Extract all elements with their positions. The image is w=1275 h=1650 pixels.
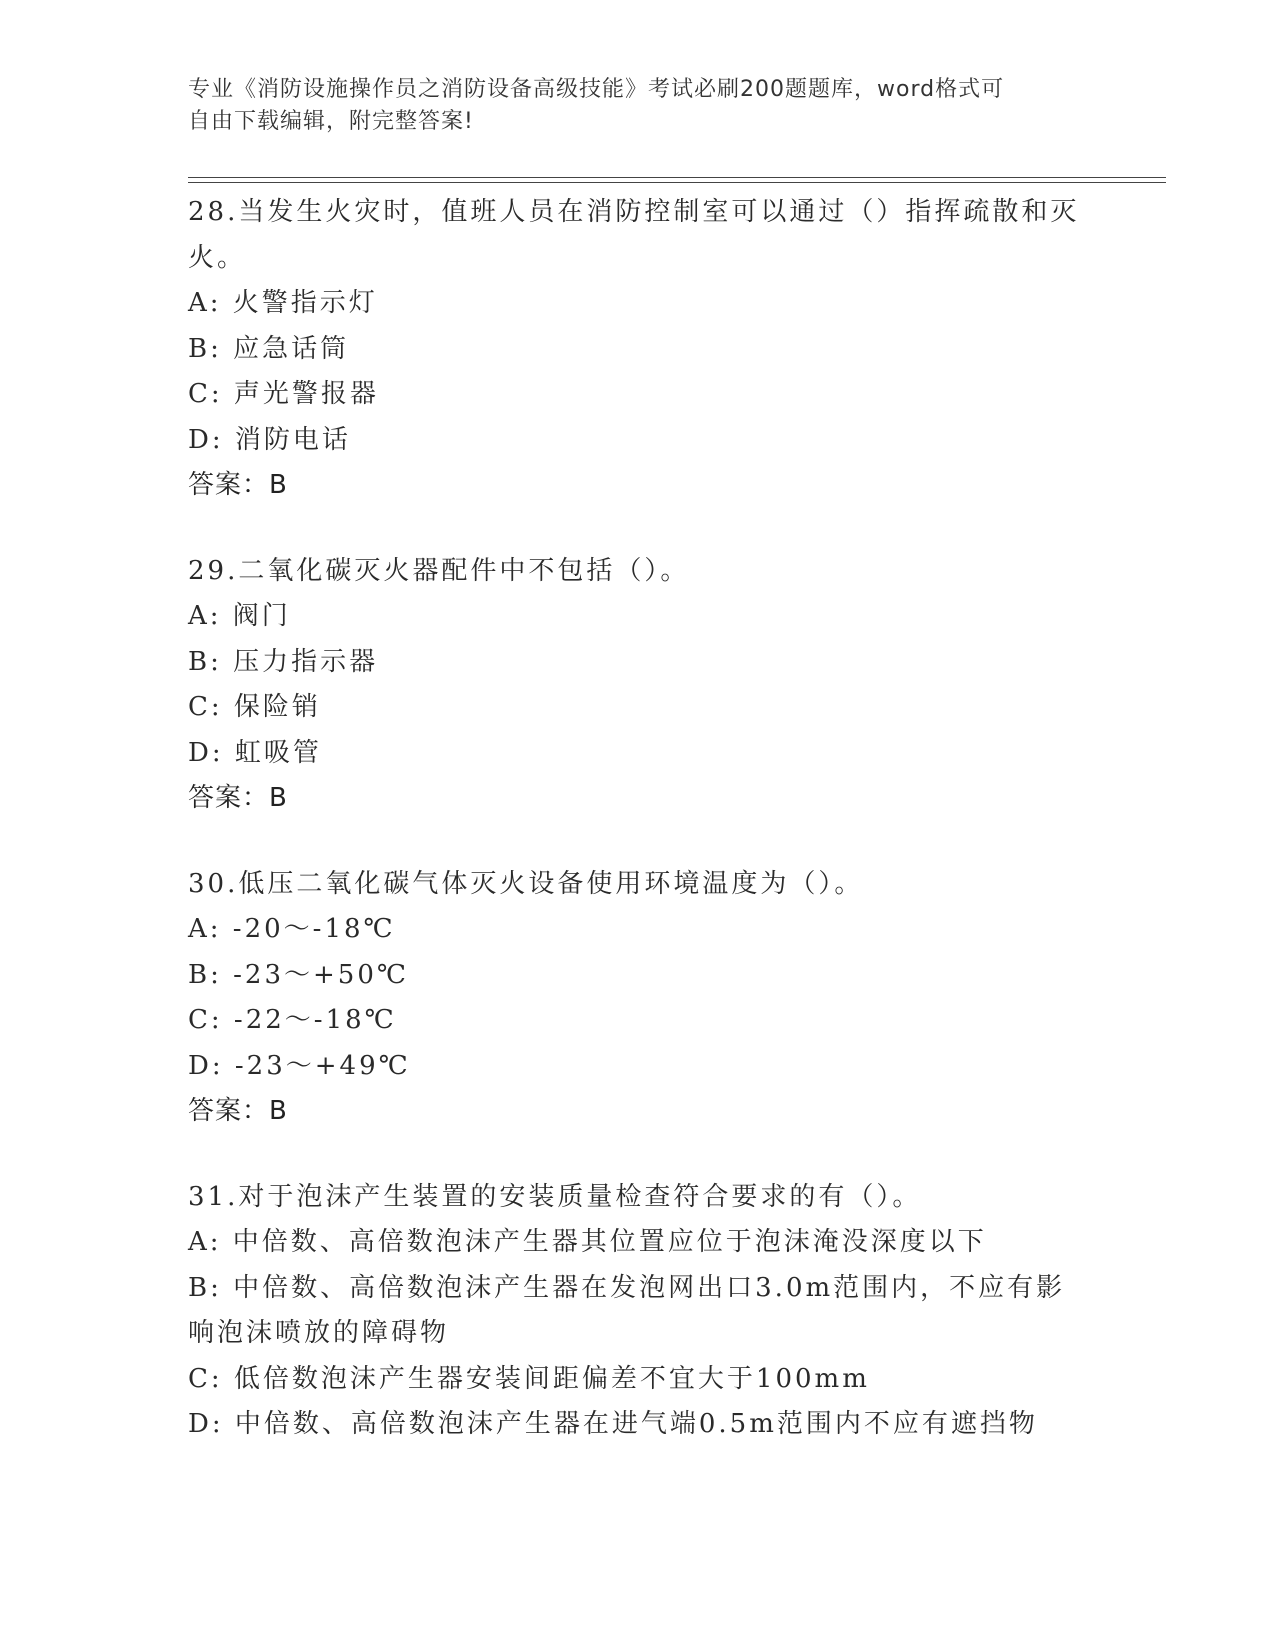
question-28	[188, 190, 1088, 509]
option-c: C: 保险销	[188, 692, 321, 722]
question-stem: 29.二氧化碳灭火器配件中不包括（）。	[188, 555, 690, 586]
header-title-line-2: 自由下载编辑，附完整答案!	[188, 109, 474, 134]
option-b: B: 中倍数、高倍数泡沫产生器在发泡网出口3.0m范围内，不应有影响泡沫喷放的障碍物	[188, 1272, 1066, 1348]
option-a: A: 中倍数、高倍数泡沫产生器其位置应位于泡沫淹没深度以下	[188, 1227, 987, 1257]
question-stem: 30.低压二氧化碳气体灭火设备使用环境温度为（）。	[188, 868, 864, 899]
question-stem: 28.当发生火灾时，值班人员在消防控制室可以通过（）指挥疏散和灭火。	[188, 197, 1080, 273]
option-a: A: -20～-18℃	[188, 914, 396, 944]
option-d: D: 虹吸管	[188, 737, 322, 768]
option-a: A: 阀门	[188, 601, 291, 631]
answer-label: 答案：B	[188, 783, 288, 813]
answer-label: 答案：B	[188, 470, 288, 500]
question-30	[188, 862, 1088, 1135]
answer-label: 答案：B	[188, 1096, 288, 1126]
option-a: A: 火警指示灯	[188, 288, 378, 318]
option-c: C: 低倍数泡沫产生器安装间距偏差不宜大于100mm	[188, 1363, 870, 1394]
question-29	[188, 549, 1088, 822]
header-divider-bottom	[188, 182, 1166, 183]
question-31	[188, 1175, 1088, 1448]
option-d: D: 消防电话	[188, 424, 351, 455]
option-d: D: -23～+49℃	[188, 1050, 411, 1081]
option-c: C: -22～-18℃	[188, 1005, 397, 1035]
option-b: B: -23～+50℃	[188, 959, 409, 990]
option-b: B: 压力指示器	[188, 646, 379, 677]
question-list	[188, 190, 1088, 1488]
header-title-line-1: 专业《消防设施操作员之消防设备高级技能》考试必刷200题题库，word格式可	[188, 77, 1005, 102]
question-stem: 31.对于泡沫产生装置的安装质量检查符合要求的有（）。	[188, 1181, 922, 1212]
option-c: C: 声光警报器	[188, 379, 379, 409]
option-b: B: 应急话筒	[188, 333, 350, 364]
document-header	[188, 74, 1068, 138]
option-d: D: 中倍数、高倍数泡沫产生器在进气端0.5m范围内不应有遮挡物	[188, 1409, 1038, 1439]
header-divider-top	[188, 177, 1166, 178]
